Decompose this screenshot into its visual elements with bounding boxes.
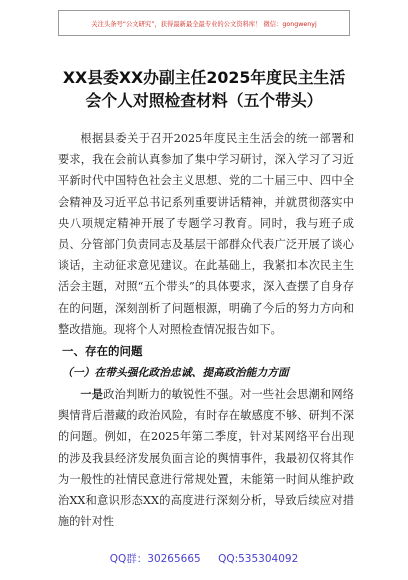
document-body bbox=[58, 128, 354, 532]
section-heading: 一、存在的问题 bbox=[62, 344, 143, 359]
document-title bbox=[0, 66, 408, 112]
subsection-heading: （一）在带头强化政治忠诚、提高政治能力方面 bbox=[62, 366, 289, 380]
footer-qq: QQ:535304092 bbox=[218, 553, 299, 565]
footer-qq-group: QQ群：30265665 bbox=[109, 553, 201, 565]
title-line-2: 会个人对照检查材料（五个带头） bbox=[85, 91, 323, 110]
header-banner bbox=[58, 10, 350, 36]
footer-contact bbox=[0, 551, 408, 566]
point-lead: 一是 bbox=[80, 387, 104, 402]
banner-text: 关注头条号“公文研究”，获得最新最全最专业的公文资料库！ 微信：gongwenyj bbox=[91, 20, 317, 28]
intro-paragraph: 根据县委关于召开2025年度民主生活会的统一部署和要求，我在会前认真参加了集中学习研讨，深入学习了习近平新时代中国特色社会主义思想、党的二十届三中、四中全会精神及习近平总书记系列重要讲话精神，并就贯彻落实中央八项规定精神开展了专题学习教育。同时，我与班子成员、分管部门负责同志及基层干部群众代表广泛开展了谈心谈话，主动征求意见建议。在此基础上，我紧扣本次民主生活会主题，对照“五个带头”的具体要求，深入查摆了自身存在的问题，深刻剖析了问题根源，明确了今后的努力方向和整改措施。现将个人对照检查情况报告如下。 bbox=[58, 132, 354, 336]
point-paragraph bbox=[58, 384, 354, 532]
point-text: 政治判断力的敏锐性不强。对一些社会思潮和网络舆情背后潜藏的政治风险，有时存在敏感度不够、研判不深的问题。例如，在2025年第二季度，针对某网络平台出现的涉及我县经济发展负面言论的舆情事件，我最初仅将其作为一般性的社情民意进行常规处置，未能第一时间从维护政治XX和意识形态XX的高度进行深刻分析，导致后续应对措施的针对性 bbox=[58, 388, 354, 529]
title-line-1: XX县委XX办副主任2025年度民主生活 bbox=[62, 68, 346, 87]
